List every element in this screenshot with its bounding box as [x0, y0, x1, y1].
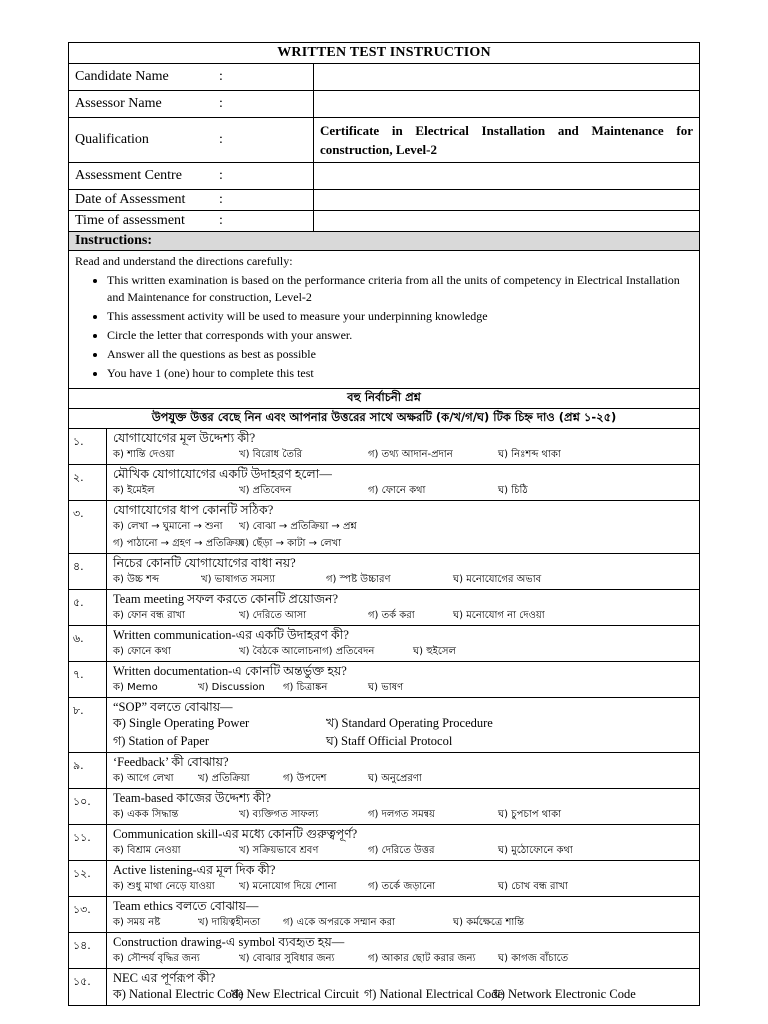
header-table: [68, 42, 700, 389]
question-text: Written documentation-এ কোনটি অন্তর্ভুক্ত হয়?: [113, 664, 347, 678]
answer-option[interactable]: ক) ফোন বন্ধ রাখা: [113, 610, 186, 621]
answer-option[interactable]: ক) শান্তি দেওয়া: [113, 449, 175, 460]
question-number: ১৫.: [69, 969, 107, 1006]
question-number: ৮.: [69, 698, 107, 753]
answer-option[interactable]: খ) বোঝা → প্রতিক্রিয়া → প্রশ্ন: [239, 521, 357, 532]
options-row: [113, 446, 693, 463]
question-cell: [107, 861, 700, 897]
answer-option[interactable]: ক) বিশ্রাম নেওয়া: [113, 845, 181, 856]
qualification-value: Certificate in Electrical Installation and Maintenance for construction, Level-2: [314, 118, 700, 163]
answer-option[interactable]: ঘ) Staff Official Protocol: [326, 734, 453, 748]
test-instruction-sheet: [68, 42, 700, 1006]
answer-option[interactable]: গ) একে অপরকে সম্মান করা: [283, 917, 396, 928]
question-cell: [107, 554, 700, 590]
answer-option[interactable]: ক) ইমেইল: [113, 485, 155, 496]
answer-option[interactable]: খ) বিরোধ তৈরি: [239, 449, 303, 460]
answer-option[interactable]: ঘ) চিঠি: [498, 485, 528, 496]
answer-option[interactable]: গ) দেরিতে উত্তর: [368, 845, 435, 856]
mcq-table: [68, 389, 700, 1006]
question-row: [69, 698, 700, 753]
options-row: [113, 535, 693, 552]
question-cell: [107, 969, 700, 1006]
answer-option[interactable]: ঘ) কাগজ বাঁচাতে: [498, 953, 569, 964]
answer-option[interactable]: খ) ব্যক্তিগত সাফল্য: [239, 809, 319, 820]
question-cell: [107, 933, 700, 969]
question-row: [69, 662, 700, 698]
candidate-name-label: Candidate Name :: [69, 64, 314, 91]
answer-option[interactable]: ক) একক সিদ্ধান্ত: [113, 809, 179, 820]
question-text: Communication skill-এর মধ্যে কোনটি গুরুত্বপূর্ণ?: [113, 827, 358, 841]
options-row: [113, 607, 693, 624]
question-number: ১২.: [69, 861, 107, 897]
options-row: [113, 571, 693, 588]
question-row: [69, 969, 700, 1006]
question-cell: [107, 897, 700, 933]
options-row: [113, 878, 693, 895]
mcq-heading: বহু নির্বাচনী প্রশ্ন: [69, 389, 700, 409]
question-number: ৫.: [69, 590, 107, 626]
instruction-item: • You have 1 (one) hour to complete this test: [107, 365, 693, 382]
time-of-assessment-label: Time of assessment :: [69, 211, 314, 232]
answer-option[interactable]: খ) দেরিতে আসা: [239, 610, 307, 621]
question-cell: [107, 789, 700, 825]
answer-option[interactable]: খ) দায়িত্বহীনতা: [198, 917, 261, 928]
answer-option[interactable]: ক) Memo: [113, 682, 158, 693]
answer-option[interactable]: ক) শুধু মাথা নেড়ে যাওয়া: [113, 881, 215, 892]
document-title: WRITTEN TEST INSTRUCTION: [69, 43, 700, 64]
question-row: [69, 825, 700, 861]
question-cell: [107, 626, 700, 662]
question-text: Team-based কাজের উদ্দেশ্য কী?: [113, 791, 271, 805]
answer-option[interactable]: ঘ) ভাষণ: [368, 682, 404, 693]
question-cell: [107, 825, 700, 861]
question-row: [69, 465, 700, 501]
question-text: যোগাযোগের ধাপ কোনটি সঠিক?: [113, 503, 274, 517]
question-row: [69, 501, 700, 554]
answer-option[interactable]: ক) National Electric Code: [113, 987, 244, 1001]
options-row: [113, 482, 693, 499]
options-row: [113, 914, 693, 931]
options-row: [113, 518, 693, 535]
options-row: [113, 733, 693, 751]
question-row: [69, 933, 700, 969]
question-row: [69, 626, 700, 662]
question-cell: [107, 753, 700, 789]
answer-option[interactable]: গ) National Electrical Code: [364, 987, 504, 1001]
answer-option[interactable]: খ) ভাষাগত সমস্যা: [201, 574, 276, 585]
answer-option[interactable]: ঘ) মনোযোগের অভাব: [453, 574, 542, 585]
question-row: [69, 861, 700, 897]
answer-option[interactable]: খ) New Electrical Circuit: [231, 987, 359, 1001]
assessor-name-field[interactable]: [314, 91, 700, 118]
answer-option[interactable]: ঘ) মুঠোফোনে কথা: [498, 845, 573, 856]
instructions-intro: Read and understand the directions carefully:: [75, 254, 293, 268]
question-number: ২.: [69, 465, 107, 501]
answer-option[interactable]: খ) মনোযোগ দিয়ে শোনা: [239, 881, 337, 892]
answer-option[interactable]: খ) প্রতিক্রিয়া: [198, 773, 250, 784]
options-row: [113, 643, 693, 660]
answer-option[interactable]: গ) উপদেশ: [283, 773, 327, 784]
instruction-item: • Circle the letter that corresponds with your answer.: [107, 327, 693, 344]
question-text: নিচের কোনটি যোগাযোগের বাধা নয়?: [113, 556, 296, 570]
answer-option[interactable]: খ) বৈঠকে আলোচনাগ) প্রতিবেদন: [239, 646, 375, 657]
question-number: ৪.: [69, 554, 107, 590]
question-cell: [107, 698, 700, 753]
question-text: Active listening-এর মূল দিক কী?: [113, 863, 276, 877]
answer-option[interactable]: ক) Single Operating Power: [113, 716, 250, 730]
instruction-item: • This assessment activity will be used to measure your underpinning knowledge: [107, 308, 693, 325]
question-row: [69, 789, 700, 825]
question-number: ৭.: [69, 662, 107, 698]
instruction-item: • This written examination is based on the performance criteria from all the units of competency in Electrical Installation and Maintenance for construction, Level-2: [107, 272, 693, 306]
question-cell: [107, 590, 700, 626]
question-text: Construction drawing-এ symbol ব্যবহৃত হয়—: [113, 935, 345, 949]
question-number: ৩.: [69, 501, 107, 554]
options-row: [113, 715, 693, 733]
question-number: ৯.: [69, 753, 107, 789]
answer-option[interactable]: গ) Station of Paper: [113, 734, 210, 748]
answer-option[interactable]: ক) উচ্চ শব্দ: [113, 574, 160, 585]
answer-option[interactable]: ঘ) কর্মক্ষেত্রে শান্তি: [453, 917, 525, 928]
candidate-name-field[interactable]: [314, 64, 700, 91]
answer-option[interactable]: গ) পাঠানো → গ্রহণ → প্রতিক্রিয়া: [113, 538, 244, 549]
options-row: [113, 770, 693, 787]
options-row: [113, 679, 693, 696]
time-of-assessment-field[interactable]: [314, 211, 700, 232]
question-cell: [107, 429, 700, 465]
question-number: ১.: [69, 429, 107, 465]
question-text: Team meeting সফল করতে কোনটি প্রয়োজন?: [113, 592, 339, 606]
answer-option[interactable]: গ) তথ্য আদান-প্রদান: [368, 449, 453, 460]
question-row: [69, 554, 700, 590]
question-text: Team ethics বলতে বোঝায়—: [113, 899, 259, 913]
date-of-assessment-label: Date of Assessment :: [69, 190, 314, 211]
assessment-centre-label: Assessment Centre :: [69, 163, 314, 190]
answer-option[interactable]: গ) তর্ক করা: [368, 610, 415, 621]
answer-option[interactable]: ঘ) চোখ বন্ধ রাখা: [498, 881, 568, 892]
question-row: [69, 429, 700, 465]
answer-option[interactable]: গ) চিত্রাঙ্কন: [283, 682, 328, 693]
answer-option[interactable]: ক) সময় নষ্ট: [113, 917, 161, 928]
question-row: [69, 897, 700, 933]
question-text: মৌখিক যোগাযোগের একটি উদাহরণ হলো—: [113, 467, 332, 481]
date-of-assessment-field[interactable]: [314, 190, 700, 211]
instructions-heading: Instructions:: [69, 232, 700, 251]
answer-option[interactable]: গ) তর্কে জড়ানো: [368, 881, 436, 892]
answer-option[interactable]: গ) দলগত সমন্বয়: [368, 809, 435, 820]
answer-option[interactable]: খ) সক্রিয়ভাবে শ্রবণ: [239, 845, 319, 856]
question-cell: [107, 501, 700, 554]
instructions-body: [69, 251, 700, 389]
mcq-subheading: উপযুক্ত উত্তর বেছে নিন এবং আপনার উত্তরের সাথে অক্ষরটি (ক/খ/গ/ঘ) টিক চিহ্ন দাও (প্রশ্ন ১-২৫): [69, 409, 700, 429]
question-number: ১৪.: [69, 933, 107, 969]
question-text: ‘Feedback’ কী বোঝায়?: [113, 755, 229, 769]
answer-option[interactable]: ঘ) ছেঁড়া → কাটা → লেখা: [239, 538, 342, 549]
instructions-list: [75, 272, 693, 382]
answer-option[interactable]: খ) Discussion: [198, 682, 265, 693]
question-row: [69, 590, 700, 626]
answer-option[interactable]: ক) সৌন্দর্য বৃদ্ধির জন্য: [113, 953, 200, 964]
answer-option[interactable]: গ) স্পষ্ট উচ্চারণ: [326, 574, 391, 585]
answer-option[interactable]: ঘ) Network Electronic Code: [493, 987, 636, 1001]
answer-option[interactable]: খ) Standard Operating Procedure: [326, 716, 493, 730]
answer-option[interactable]: ঘ) হুইসেল: [413, 646, 456, 657]
question-number: ৬.: [69, 626, 107, 662]
question-text: NEC এর পূর্ণরূপ কী?: [113, 971, 216, 985]
answer-option[interactable]: ক) আগে লেখা: [113, 773, 174, 784]
answer-option[interactable]: ঘ) মনোযোগ না দেওয়া: [453, 610, 545, 621]
assessment-centre-field[interactable]: [314, 163, 700, 190]
answer-option[interactable]: গ) ফোনে কথা: [368, 485, 426, 496]
qualification-label: Qualification :: [69, 118, 314, 163]
answer-option[interactable]: খ) বোঝার সুবিধার জন্য: [239, 953, 335, 964]
options-row: [113, 806, 693, 823]
answer-option[interactable]: ঘ) চুপচাপ থাকা: [498, 809, 561, 820]
question-row: [69, 753, 700, 789]
question-text: Written communication-এর একটি উদাহরণ কী?: [113, 628, 349, 642]
answer-option[interactable]: ঘ) নিঃশব্দ থাকা: [498, 449, 561, 460]
assessor-name-label: Assessor Name :: [69, 91, 314, 118]
question-number: ১০.: [69, 789, 107, 825]
options-row: [113, 986, 693, 1004]
question-number: ১৩.: [69, 897, 107, 933]
question-text: যোগাযোগের মূল উদ্দেশ্য কী?: [113, 431, 256, 445]
answer-option[interactable]: ক) লেখা → ঘুমানো → শুনা: [113, 521, 223, 532]
question-cell: [107, 662, 700, 698]
question-number: ১১.: [69, 825, 107, 861]
answer-option[interactable]: ঘ) অনুপ্রেরণা: [368, 773, 422, 784]
options-row: [113, 950, 693, 967]
answer-option[interactable]: ক) ফোনে কথা: [113, 646, 171, 657]
instruction-item: • Answer all the questions as best as possible: [107, 346, 693, 363]
question-cell: [107, 465, 700, 501]
answer-option[interactable]: খ) প্রতিবেদন: [239, 485, 292, 496]
answer-option[interactable]: গ) আকার ছোট করার জন্য: [368, 953, 476, 964]
question-text: “SOP” বলতে বোঝায়—: [113, 700, 233, 714]
options-row: [113, 842, 693, 859]
